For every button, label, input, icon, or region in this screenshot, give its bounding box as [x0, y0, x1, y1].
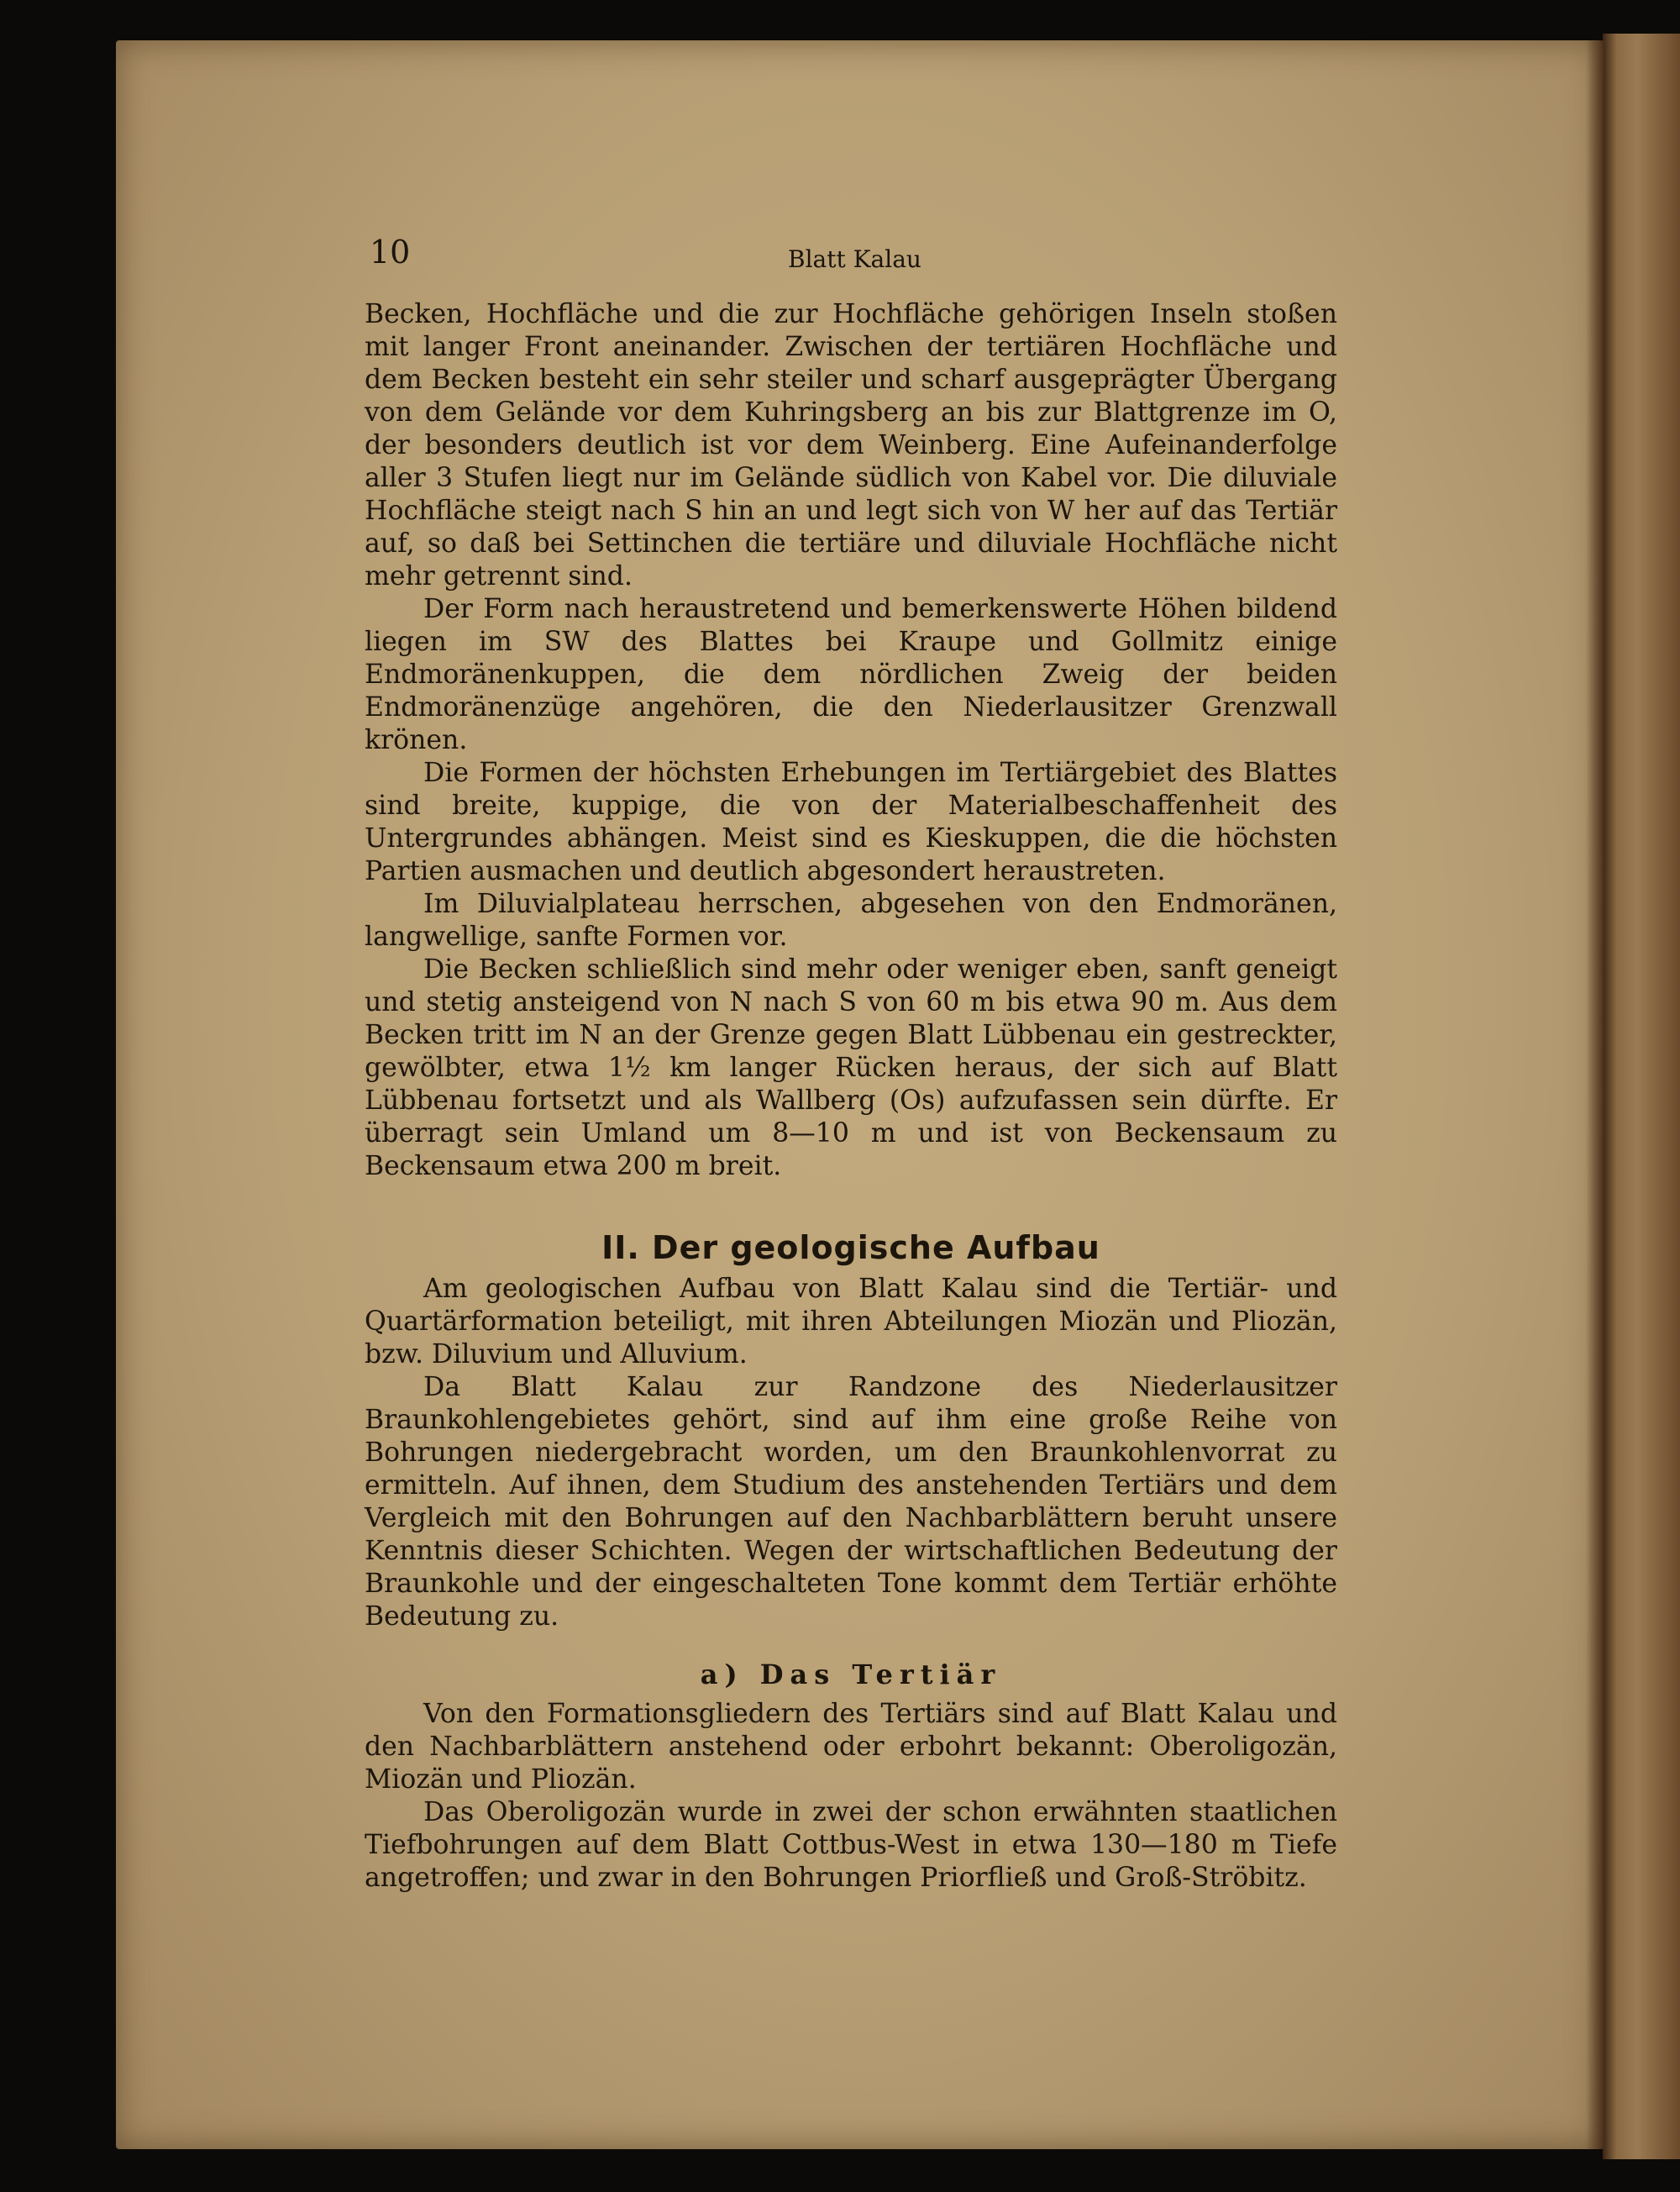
- subsection-title: a) Das Tertiär: [700, 1658, 1002, 1690]
- section-paragraph-1: Am geologischen Aufbau von Blatt Kalau sind die Tertiär- und Quartärformation beteiligt, mit ihren Abteilungen Miozän und Pliozän, bzw. Diluvium und Alluvium.: [365, 1274, 1337, 1369]
- paragraph-intro-3: Die Formen der höchsten Erhebungen im Tertiärgebiet des Blattes sind breite, kuppige, die von der Materialbeschaffenheit des Untergrundes abhängen. Meist sind es Kieskuppen, die die höchsten Partien ausmachen und deutlich abgesondert heraustreten.: [365, 758, 1337, 886]
- section-title: II. Der geologische Aufbau: [601, 1229, 1100, 1266]
- section-paragraph-2: Da Blatt Kalau zur Randzone des Niederlausitzer Braunkohlengebietes gehört, sind auf ihm eine große Reihe von Bohrungen niedergebracht worden, um den Braunkohlenvorrat zu ermitteln. Auf ihnen, dem Studium des anstehenden Tertiärs und dem Vergleich mit den Bohrungen auf den Nachbarblättern beruht unsere Kenntnis dieser Schichten. Wegen der wirtschaftlichen Bedeutung der Braunkohle und der eingeschalteten Tone kommt dem Tertiär erhöhte Bedeutung zu.: [365, 1372, 1337, 1632]
- paragraph-intro-4: Im Diluvialplateau herrschen, abgesehen von den Endmoränen, langwellige, sanfte Formen vor.: [365, 889, 1337, 952]
- page-body: [365, 298, 1337, 1895]
- subsection-paragraph-1: Von den Formationsgliedern des Tertiärs sind auf Blatt Kalau und den Nachbarblättern anstehend oder erbohrt bekannt: Oberoligozän, Miozän und Pliozän.: [365, 1699, 1337, 1795]
- paragraph-intro-5: Die Becken schließlich sind mehr oder weniger eben, sanft geneigt und stetig ansteigend von N nach S von 60 m bis etwa 90 m. Aus dem Becken tritt im N an der Grenze gegen Blatt Lübbenau ein gestreckter, gewölbter, etwa 1½ km langer Rücken heraus, der sich auf Blatt Lübbenau fortsetzt und als Wallberg (Os) aufzufassen sein dürfte. Er überragt sein Umland um 8—10 m und ist von Beckensaum zu Beckensaum etwa 200 m breit.: [365, 954, 1337, 1181]
- page-gutter-shadow: [1586, 40, 1604, 2149]
- paragraph-intro-1: Becken, Hochfläche und die zur Hochfläche gehörigen Inseln stoßen mit langer Front aneinander. Zwischen der tertiären Hochfläche und dem Becken besteht ein sehr steiler und scharf ausgeprägter Übergang von dem Gelände vor dem Kuhringsberg an bis zur Blattgrenze im O, der besonders deutlich ist vor dem Weinberg. Eine Aufeinanderfolge aller 3 Stufen liegt nur im Gelände südlich von Kabel vor. Die diluviale Hochfläche steigt nach S hin an und legt sich von W her auf das Tertiär auf, so daß bei Settinchen die tertiäre und diluviale Hochfläche nicht mehr getrennt sind.: [365, 299, 1337, 591]
- page-number: 10: [370, 234, 411, 271]
- page-header: [370, 234, 1336, 276]
- adjacent-page-edge: [1603, 34, 1680, 2159]
- running-title: Blatt Kalau: [788, 245, 921, 273]
- paragraph-intro-2: Der Form nach heraustretend und bemerkenswerte Höhen bildend liegen im SW des Blattes bei Kraupe und Gollmitz einige Endmoränenkuppen, die dem nördlichen Zweig der beiden Endmoränenzüge angehören, die den Niederlausitzer Grenzwall krönen.: [365, 594, 1337, 755]
- subsection-paragraph-2: Das Oberoligozän wurde in zwei der schon erwähnten staatlichen Tiefbohrungen auf dem Blatt Cottbus-West in etwa 130—180 m Tiefe angetroffen; und zwar in den Bohrungen Priorfließ und Groß-Ströbitz.: [365, 1797, 1337, 1893]
